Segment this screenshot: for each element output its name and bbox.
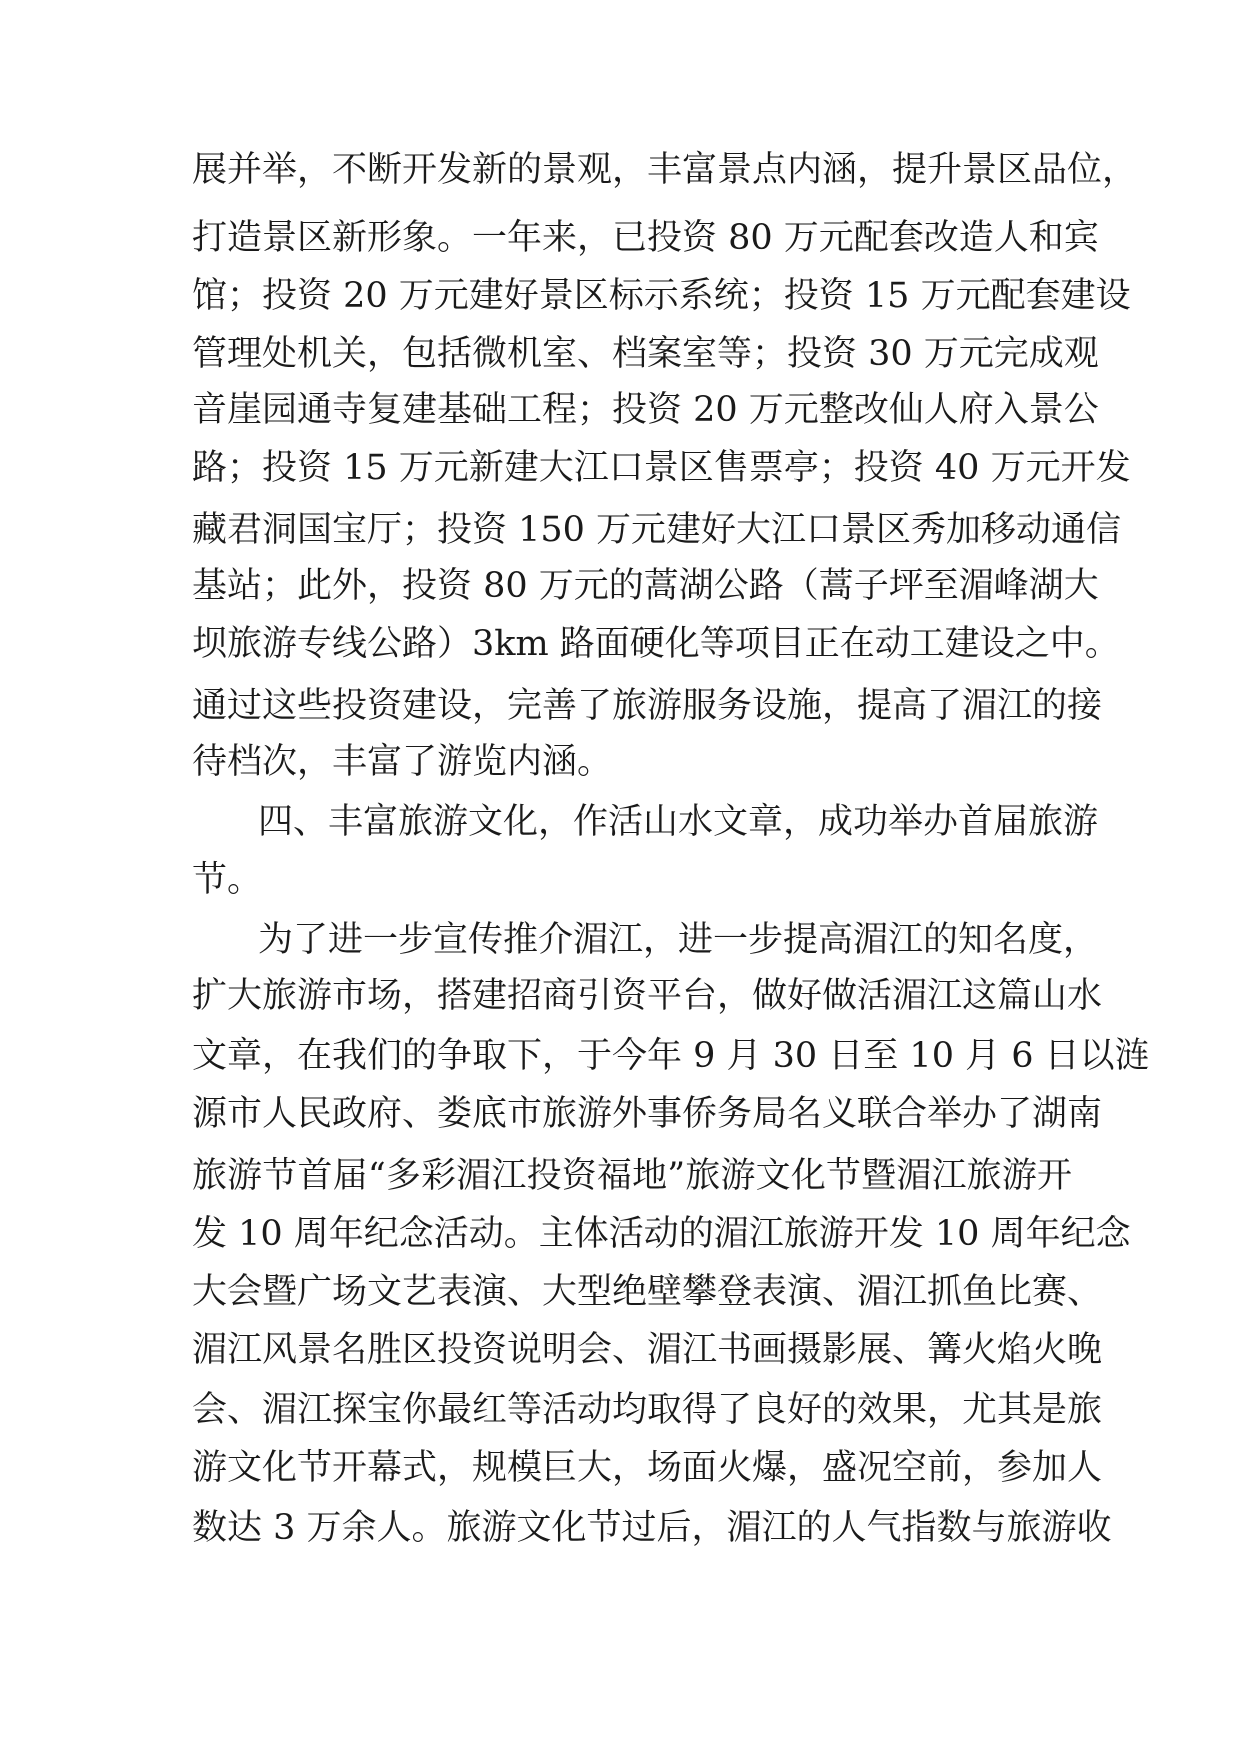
text-line: 打造景区新形象。一年来，已投资 80 万元配套改造人和宾	[192, 218, 1099, 258]
text-line: 展并举，不断开发新的景观，丰富景点内涵，提升景区品位，	[192, 150, 1138, 190]
text-line: 基站；此外，投资 80 万元的蒿湖公路（蒿子坪至湄峰湖大	[192, 566, 1099, 606]
text-line: 藏君洞国宝厅；投资 150 万元建好大江口景区秀加移动通信	[192, 510, 1122, 550]
text-line: 湄江风景名胜区投资说明会、湄江书画摄影展、篝火焰火晚	[192, 1330, 1103, 1370]
text-line: 音崖园通寺复建基础工程；投资 20 万元整改仙人府入景公	[192, 390, 1099, 430]
text-line: 源市人民政府、娄底市旅游外事侨务局名义联合举办了湖南	[192, 1094, 1103, 1134]
text-line: 馆；投资 20 万元建好景区标示系统；投资 15 万元配套建设	[192, 276, 1131, 316]
text-line: 旅游节首届“多彩湄江投资福地”旅游文化节暨湄江旅游开	[192, 1156, 1072, 1196]
text-line: 会、湄江探宝你最红等活动均取得了良好的效果，尤其是旅	[192, 1390, 1103, 1430]
text-line: 数达 3 万余人。旅游文化节过后，湄江的人气指数与旅游收	[192, 1508, 1112, 1548]
text-line: 待档次，丰富了游览内涵。	[192, 742, 613, 782]
text-line: 路；投资 15 万元新建大江口景区售票亭；投资 40 万元开发	[192, 448, 1131, 488]
text-line: 管理处机关，包括微机室、档案室等；投资 30 万元完成观	[192, 334, 1099, 374]
paragraph-first-line: 为了进一步宣传推介湄江，进一步提高湄江的知名度，	[258, 920, 1099, 960]
text-line: 文章，在我们的争取下，于今年 9 月 30 日至 10 月 6 日以涟	[192, 1036, 1150, 1076]
text-line: 发 10 周年纪念活动。主体活动的湄江旅游开发 10 周年纪念	[192, 1214, 1131, 1254]
section-heading: 四、丰富旅游文化，作活山水文章，成功举办首届旅游	[258, 802, 1099, 842]
text-line: 游文化节开幕式，规模巨大，场面火爆，盛况空前，参加人	[192, 1448, 1103, 1488]
section-heading-continued: 节。	[192, 860, 263, 900]
text-line: 坝旅游专线公路）3km 路面硬化等项目正在动工建设之中。	[192, 624, 1120, 664]
text-line: 通过这些投资建设，完善了旅游服务设施，提高了湄江的接	[192, 686, 1103, 726]
text-line: 扩大旅游市场，搭建招商引资平台，做好做活湄江这篇山水	[192, 976, 1103, 1016]
text-line: 大会暨广场文艺表演、大型绝壁攀登表演、湄江抓鱼比赛、	[192, 1272, 1103, 1312]
